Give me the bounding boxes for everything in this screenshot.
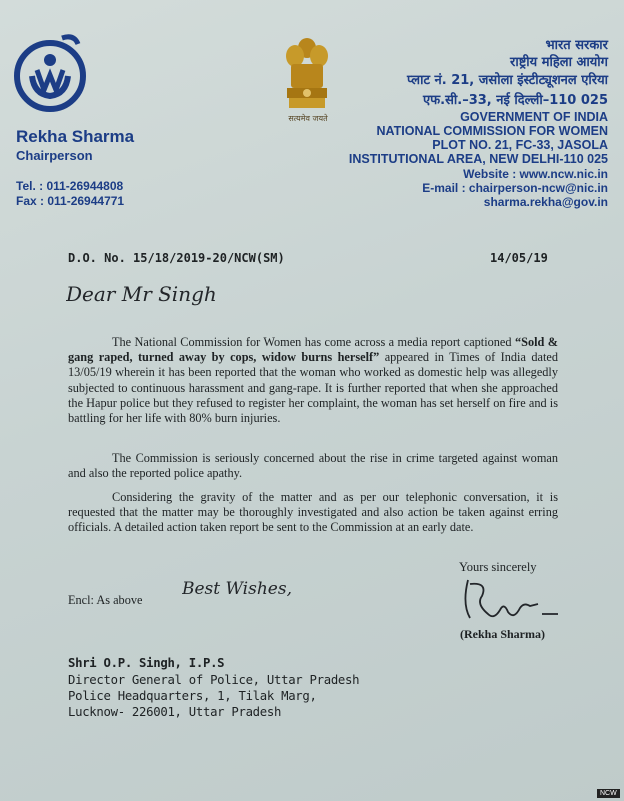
chairperson-name: Rekha Sharma [16,127,135,146]
salutation-text: Dear Mr Singh [66,282,217,306]
handwritten-note-text: Best Wishes, [182,579,292,599]
article-headline: “Sold & gang raped, turned away by cops, widow burns herself” [68,335,558,365]
chairperson-role: Chairperson [16,148,93,163]
recipient-line-2: Police Headquarters, 1, Tilak Marg, [68,689,317,703]
paragraph-1-text-a: The National Commission for Women has come across a media report captioned [112,335,515,349]
closing: Yours sincerely [459,560,537,574]
ncw-watermark: NCW [597,789,620,798]
enclosure: Encl: As above [68,593,143,607]
english-line-2: NATIONAL COMMISSION FOR WOMEN [376,124,608,138]
email-secondary: sharma.rekha@gov.in [483,195,608,209]
paragraph-3: Considering the gravity of the matter and as per our telephonic conversation, it is requested that the matter may be thoroughly investigated and also action be taken against erring officials. A detailed action taken report be sent to the Commission at an early date. [68,490,558,535]
paragraph-2: The Commission is seriously concerned about the rise in crime targeted against woman and also the reported police apathy. [68,451,558,481]
recipient-line-3: Lucknow- 226001, Uttar Pradesh [68,705,282,719]
hindi-line-1: भारत सरकार [545,38,608,53]
recipient-line-1: Director General of Police, Uttar Pradesh [68,673,360,687]
letter-date: 14/05/19 [490,251,548,265]
hindi-line-2: राष्ट्रीय महिला आयोग [510,55,608,70]
telephone: Tel. : 011-26944808 [16,179,124,193]
english-line-4: INSTITUTIONAL AREA, NEW DELHI-110 025 [348,152,608,166]
salutation [66,279,306,311]
hindi-line-4: एफ.सी.–33, नई दिल्ली–110 025 [422,93,608,108]
emblem-motto: सत्यमेव जयते [288,114,328,123]
signature-icon [458,574,568,624]
email: E-mail : chairperson-ncw@nic.in [422,181,608,195]
reference-number: D.O. No. 15/18/2019-20/NCW(SM) [68,251,285,265]
fax: Fax : 011-26944771 [16,194,125,208]
recipient-name: Shri O.P. Singh, I.P.S [68,656,225,670]
english-line-1: GOVERNMENT OF INDIA [460,110,608,124]
paragraph-1 [68,335,558,426]
english-line-3: PLOT NO. 21, FC-33, JASOLA [432,138,608,152]
hindi-line-3: प्लाट नं. 21, जसोला इंस्टीट्यूशनल एरिया [407,73,608,88]
handwritten-note [182,574,332,604]
ncw-logo-icon [10,30,90,116]
paragraph-1-text-b: appeared in Times of India dated 13/05/19 wherein it has been reported that the woman who worked as domestic help was allegedly subjected to continuous harassment and gang-rape. It is further reported that when she approached the Hapur police but they refused to register her complaint, the woman has set herself on fire and is battling for her life with 80% burn injuries. [68,350,558,426]
website: Website : www.ncw.nic.in [463,167,608,181]
signatory-name: (Rekha Sharma) [460,627,546,641]
